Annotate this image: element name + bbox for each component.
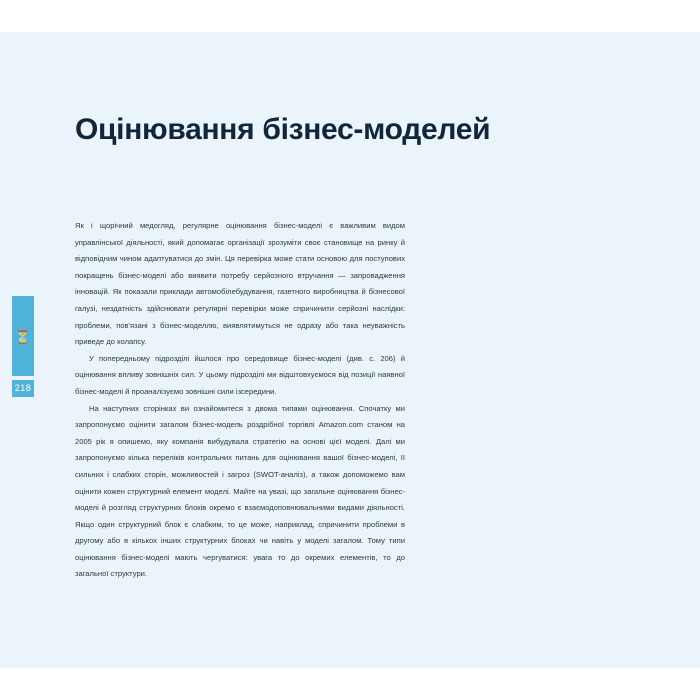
paragraph-3: На наступних сторінках ви ознайомитеся з двома типами оцінювання. Спочатку ми запропонуємо оцінити загалом бізнес-модель роздрібної торгівлі Amazon.com станом на 2005 рік я опишемо, яку компанія вибудувала стратегію на основі цієї моделі. Далі ми запропонуємо кілька переліків контрольних питань для оцінювання вашої бізнес-моделі, її сильних і слабких сторін, можливостей і загроз (SWOT-аналіз), а також допоможемо вам оцінити кожен структурний елемент моделі. Майте на увазі, що загальне оцінювання бізнес-моделі й розгляд структурних блоків окремо є взаємодоповнювальними видами діяльності. Якщо один структурний блок є слабким, то це може, наприклад, спричинити проблеми в другому або в кількох інших структурних блоках чи навіть у моделі загалом. Тому типи оцінювання бізнес-моделі мають чергуватися: увага то до окремих елементів, то до загальної структури. bbox=[75, 403, 405, 579]
page-title: Оцінювання бізнес-моделей bbox=[75, 113, 491, 146]
hourglass-glyph: ⏳ bbox=[14, 328, 32, 344]
page-number: 218 bbox=[12, 380, 34, 397]
paragraph-1: Як і щорічний медогляд, регулярне оцінювання бізнес-моделі є важливим видом управлінської діяльності, який допомагає організації зрозуміти своє становище на ринку й відповідним чином адаптуватися до змін. Ця перевірка може стати основою для поступових покращень бізнес-моделі або виявити потребу серйозного втручання — запровадження інновацій. Як показали приклади автомобілебудування, газетного виробництва й бізнесової галузі, нездатність здійснювати регулярні перевірки може спричинити серйозні наслідки: проблеми, пов'язані з бізнес-моделлю, виявлятимуться не одразу або така неуважність приведе до колапсу. bbox=[75, 221, 405, 347]
paragraph-2: У попередньому підрозділі йшлося про середовище бізнес-моделі (див. с. 206) й оцінювання впливу зовнішніх сил. У цьому підрозділі ми відштовхуємося від позиції наявної бізнес-моделі й проаналізуємо зовнішні сили ізсередини. bbox=[75, 353, 405, 396]
chapter-marker bbox=[12, 296, 34, 397]
hourglass-icon bbox=[12, 296, 34, 376]
body-text bbox=[75, 218, 405, 583]
document-page bbox=[0, 32, 700, 668]
